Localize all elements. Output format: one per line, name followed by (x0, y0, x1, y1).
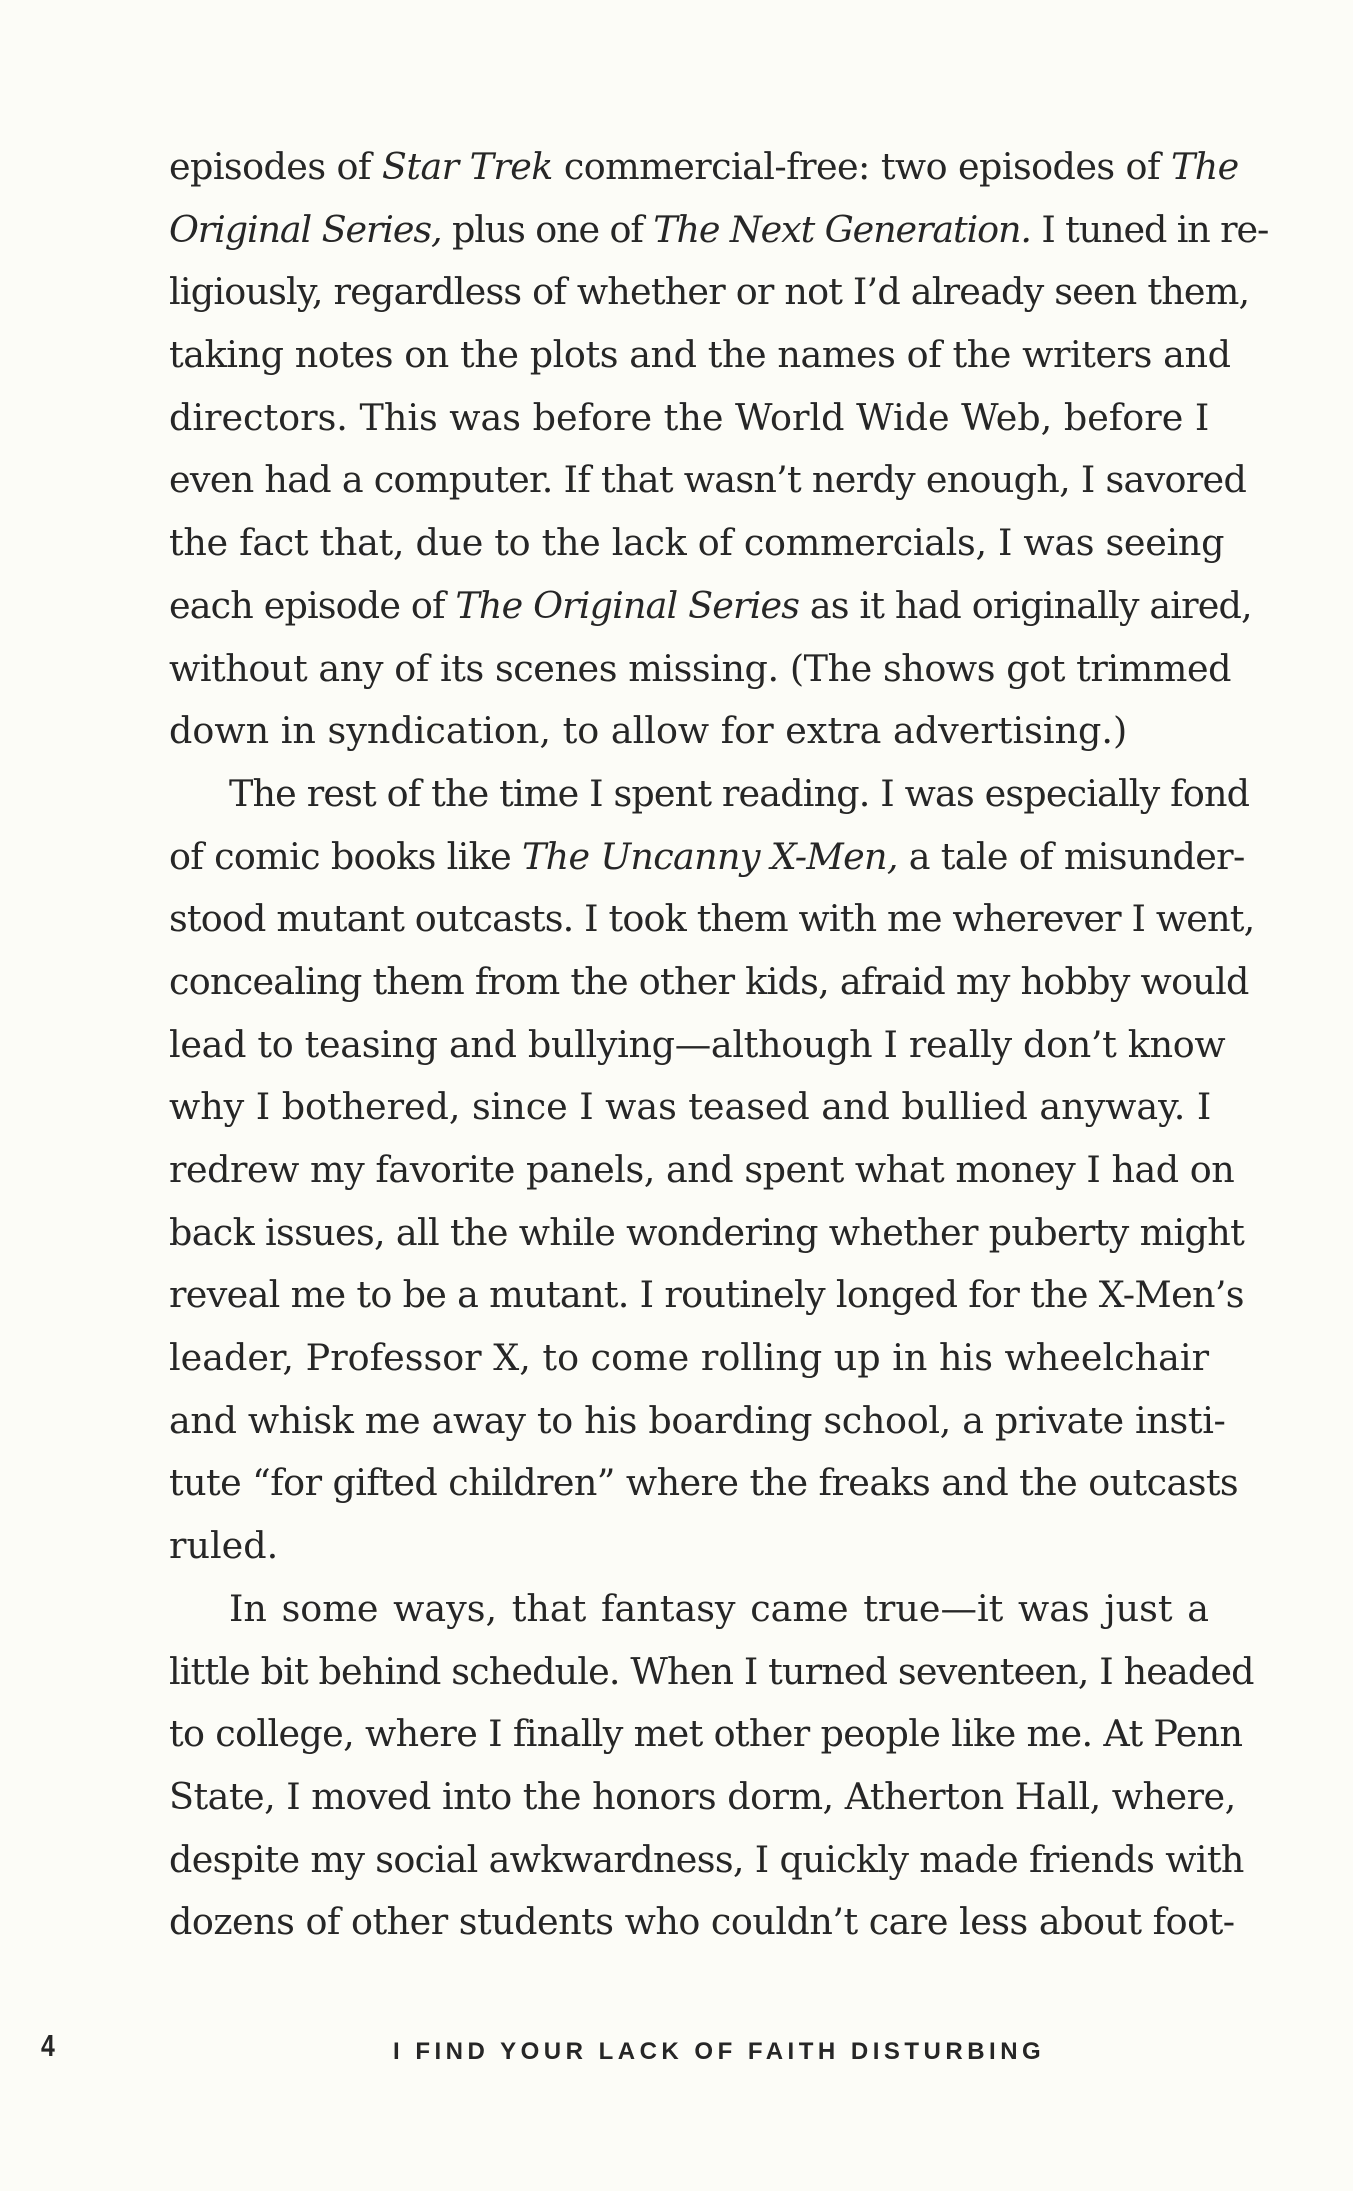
text-segment: redrew my favorite panels, and spent what money I had on (169, 1148, 1235, 1191)
text-segment: little bit behind schedule. When I turned seventeen, I headed (169, 1649, 1254, 1693)
text-line (169, 1515, 1209, 1578)
text-segment: a tale of misunder- (897, 834, 1245, 878)
text-segment: In some ways, that fantasy came true—it was just a (229, 1586, 1209, 1630)
running-footer-title: I FIND YOUR LACK OF FAITH DISTURBING (393, 2038, 1046, 2065)
text-segment: dozens of other students who couldn’t care less about foot- (169, 1900, 1235, 1944)
text-segment: The rest of the time I spent reading. I was especially fond (229, 771, 1250, 815)
text-segment: and whisk me away to his boarding school, a private insti- (169, 1398, 1226, 1442)
text-line (169, 1452, 1239, 1515)
text-line (169, 449, 1247, 512)
italic-title-text: Star Trek (381, 145, 553, 188)
text-line (169, 261, 1250, 324)
body-text (169, 136, 1269, 1954)
text-line (169, 1202, 1245, 1265)
text-line (169, 1014, 1226, 1077)
text-line (169, 1578, 1209, 1641)
text-line (169, 1390, 1226, 1453)
text-segment: ruled. (169, 1524, 279, 1568)
text-line (169, 324, 1231, 387)
italic-title-text: Original Series, (169, 207, 442, 251)
text-line (169, 512, 1225, 575)
text-segment: despite my social awkwardness, I quickly made friends with (169, 1837, 1244, 1881)
text-line (169, 1076, 1212, 1139)
text-segment: commercial-free: two episodes of (552, 145, 1171, 188)
text-segment: I tuned in re- (1030, 207, 1269, 251)
text-segment: even had a computer. If that wasn’t nerdy enough, I savored (169, 458, 1247, 502)
text-line (169, 136, 1239, 199)
text-line (169, 1264, 1244, 1327)
text-segment: plus one of (441, 207, 654, 251)
text-segment: reveal me to be a mutant. I routinely longed for the X-Men’s (169, 1273, 1244, 1317)
text-line (169, 700, 1209, 763)
text-line (169, 387, 1209, 450)
text-segment: why I bothered, since I was teased and bullied anyway. I (169, 1085, 1212, 1129)
text-line (169, 199, 1269, 262)
text-line (169, 763, 1250, 826)
text-segment: the fact that, due to the lack of commercials, I was seeing (169, 521, 1225, 565)
text-line (169, 1891, 1235, 1954)
text-segment: directors. This was before the World Wide Web, before I (169, 395, 1210, 439)
text-line (169, 638, 1232, 701)
text-line (169, 1703, 1243, 1766)
text-line (169, 826, 1245, 889)
text-segment: back issues, all the while wondering whether puberty might (169, 1210, 1245, 1254)
text-line (169, 1327, 1209, 1390)
text-segment: each episode of (169, 583, 456, 627)
italic-title-text: The Uncanny X-Men, (521, 834, 898, 878)
text-segment: stood mutant outcasts. I took them with me wherever I went, (169, 897, 1255, 941)
page-number: 4 (41, 2028, 55, 2063)
text-segment: of comic books like (169, 834, 522, 878)
text-line (169, 1766, 1236, 1829)
italic-title-text: The (1170, 145, 1239, 188)
text-segment: to college, where I finally met other people like me. At Penn (169, 1712, 1243, 1756)
text-segment: State, I moved into the honors dorm, Atherton Hall, where, (169, 1774, 1236, 1818)
text-segment: ligiously, regardless of whether or not I’d already seen them, (169, 270, 1250, 314)
italic-title-text: The Next Generation. (653, 207, 1031, 251)
text-line (169, 1139, 1235, 1202)
text-line (169, 1641, 1254, 1704)
text-line (169, 575, 1252, 638)
text-segment: tute “for gifted children” where the freaks and the outcasts (169, 1461, 1239, 1505)
text-segment: concealing them from the other kids, afraid my hobby would (169, 959, 1249, 1003)
text-segment: taking notes on the plots and the names of the writers and (169, 333, 1231, 377)
text-line (169, 888, 1255, 951)
text-segment: leader, Professor X, to come rolling up in his wheelchair (169, 1336, 1210, 1380)
text-segment: as it had originally aired, (799, 583, 1252, 627)
text-segment: without any of its scenes missing. (The shows got trimmed (169, 646, 1232, 690)
italic-title-text: The Original Series (455, 583, 800, 627)
text-segment: episodes of (169, 145, 382, 188)
text-line (169, 951, 1249, 1014)
text-segment: lead to teasing and bullying—although I really don’t know (169, 1022, 1226, 1066)
text-segment: down in syndication, to allow for extra advertising.) (169, 709, 1128, 753)
text-line (169, 1829, 1244, 1892)
